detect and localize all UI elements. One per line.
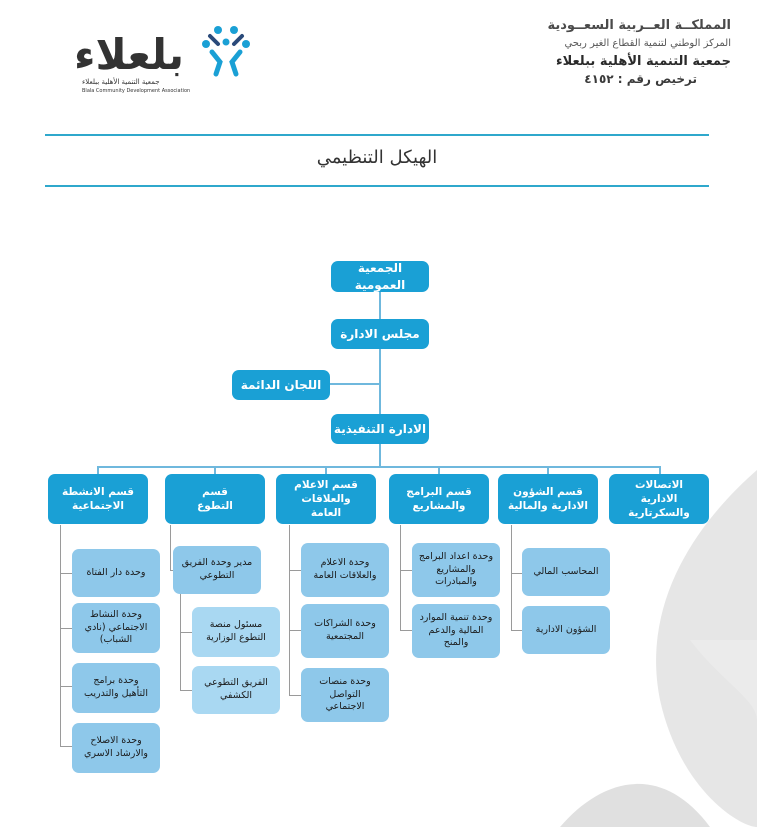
unit-girls-house: وحدة دار الفتاة — [72, 549, 160, 597]
connector-dept-2 — [547, 466, 549, 474]
unit-media-pr: وحدة الاعلام والعلاقات العامة — [301, 543, 389, 597]
header-association: جمعية التنمية الأهلية ببلعلاء — [555, 54, 731, 69]
unit-volunteer-manager: مدير وحدة الفريق التطوعي — [173, 546, 261, 594]
title-rule-bottom — [45, 185, 709, 187]
dept-programs: قسم البرامج والمشاريع — [389, 474, 489, 524]
title-rule-top — [45, 134, 709, 136]
dept-admin-finance: قسم الشؤون الادارية والمالية — [498, 474, 598, 524]
bracket-programs-t2 — [400, 630, 412, 631]
unit-training: وحدة برامج التأهيل والتدريب — [72, 663, 160, 713]
bracket-media-t3 — [289, 695, 301, 696]
header-center: المركز الوطني لتنمية القطاع الغير ربحي — [564, 38, 731, 49]
bracket-volunteer-t1 — [180, 632, 192, 633]
header-license: ترخيص رقم : ٤١٥٢ — [584, 72, 697, 86]
page-title: الهيكل التنظيمي — [316, 147, 438, 168]
connector-dept-5 — [214, 466, 216, 474]
bracket-social-t3 — [60, 686, 72, 687]
bracket-programs — [400, 525, 401, 630]
unit-admin-affairs: الشؤون الادارية — [522, 606, 610, 654]
unit-family-guidance: وحدة الاصلاح والارشاد الاسري — [72, 723, 160, 773]
connector-committees — [330, 383, 380, 385]
logo-subtitle: جمعية التنمية الأهلية ببلعلاء — [82, 78, 160, 86]
logo-english: Blala Community Development Association — [82, 88, 191, 94]
logo-emblem-icon — [196, 22, 256, 78]
unit-partnerships: وحدة الشراكات المجتمعية — [301, 604, 389, 658]
bracket-social-t2 — [60, 628, 72, 629]
bracket-media-t2 — [289, 630, 301, 631]
header-kingdom: المملكــة العــربية السعــودية — [547, 18, 731, 33]
connector-dept-4 — [325, 466, 327, 474]
dept-volunteer: قسم التطوع — [165, 474, 265, 524]
bracket-volunteer-main — [170, 525, 171, 570]
bracket-admin-finance-t1 — [511, 573, 522, 574]
unit-scout-team: الفريق التطوعي الكشفي — [192, 666, 280, 714]
executive-box: الادارة التنفيذية — [331, 414, 429, 444]
connector-dept-1 — [659, 466, 661, 474]
bracket-social — [60, 525, 61, 747]
dept-admin-communications: الاتصالات الادارية والسكرتارية — [609, 474, 709, 524]
bracket-media-t1 — [289, 570, 301, 571]
bracket-admin-finance — [511, 525, 512, 630]
bracket-volunteer-t2 — [180, 690, 192, 691]
unit-youth-club: وحدة النشاط الاجتماعي (نادي الشباب) — [72, 603, 160, 653]
logo-wordmark: بلعلاء — [74, 30, 184, 79]
bracket-volunteer-sub — [180, 590, 181, 690]
bracket-programs-t1 — [400, 570, 412, 571]
connector-exec-down — [379, 444, 381, 468]
unit-social-media: وحدة منصات التواصل الاجتماعي — [301, 668, 389, 722]
unit-programs-prep: وحدة اعداد البرامج والمشاريع والمبادرات — [412, 543, 500, 597]
unit-volunteer-platform: مسئول منصة التطوع الوزارية — [192, 607, 280, 657]
unit-resources: وحدة تنمية الموارد المالية والدعم والمنح — [412, 604, 500, 658]
bracket-media — [289, 525, 290, 695]
dept-social: قسم الانشطة الاجتماعية — [48, 474, 148, 524]
bracket-social-t1 — [60, 573, 72, 574]
bracket-social-t4 — [60, 746, 72, 747]
committees-box: اللجان الدائمة — [232, 370, 330, 400]
dept-media: قسم الاعلام والعلاقات العامة — [276, 474, 376, 524]
board-box: مجلس الادارة — [331, 319, 429, 349]
unit-accountant: المحاسب المالي — [522, 548, 610, 596]
general-assembly-box: الجمعية العمومية — [331, 261, 429, 292]
connector-dept-6 — [97, 466, 99, 474]
connector-dept-3 — [438, 466, 440, 474]
bracket-admin-finance-t2 — [511, 630, 522, 631]
